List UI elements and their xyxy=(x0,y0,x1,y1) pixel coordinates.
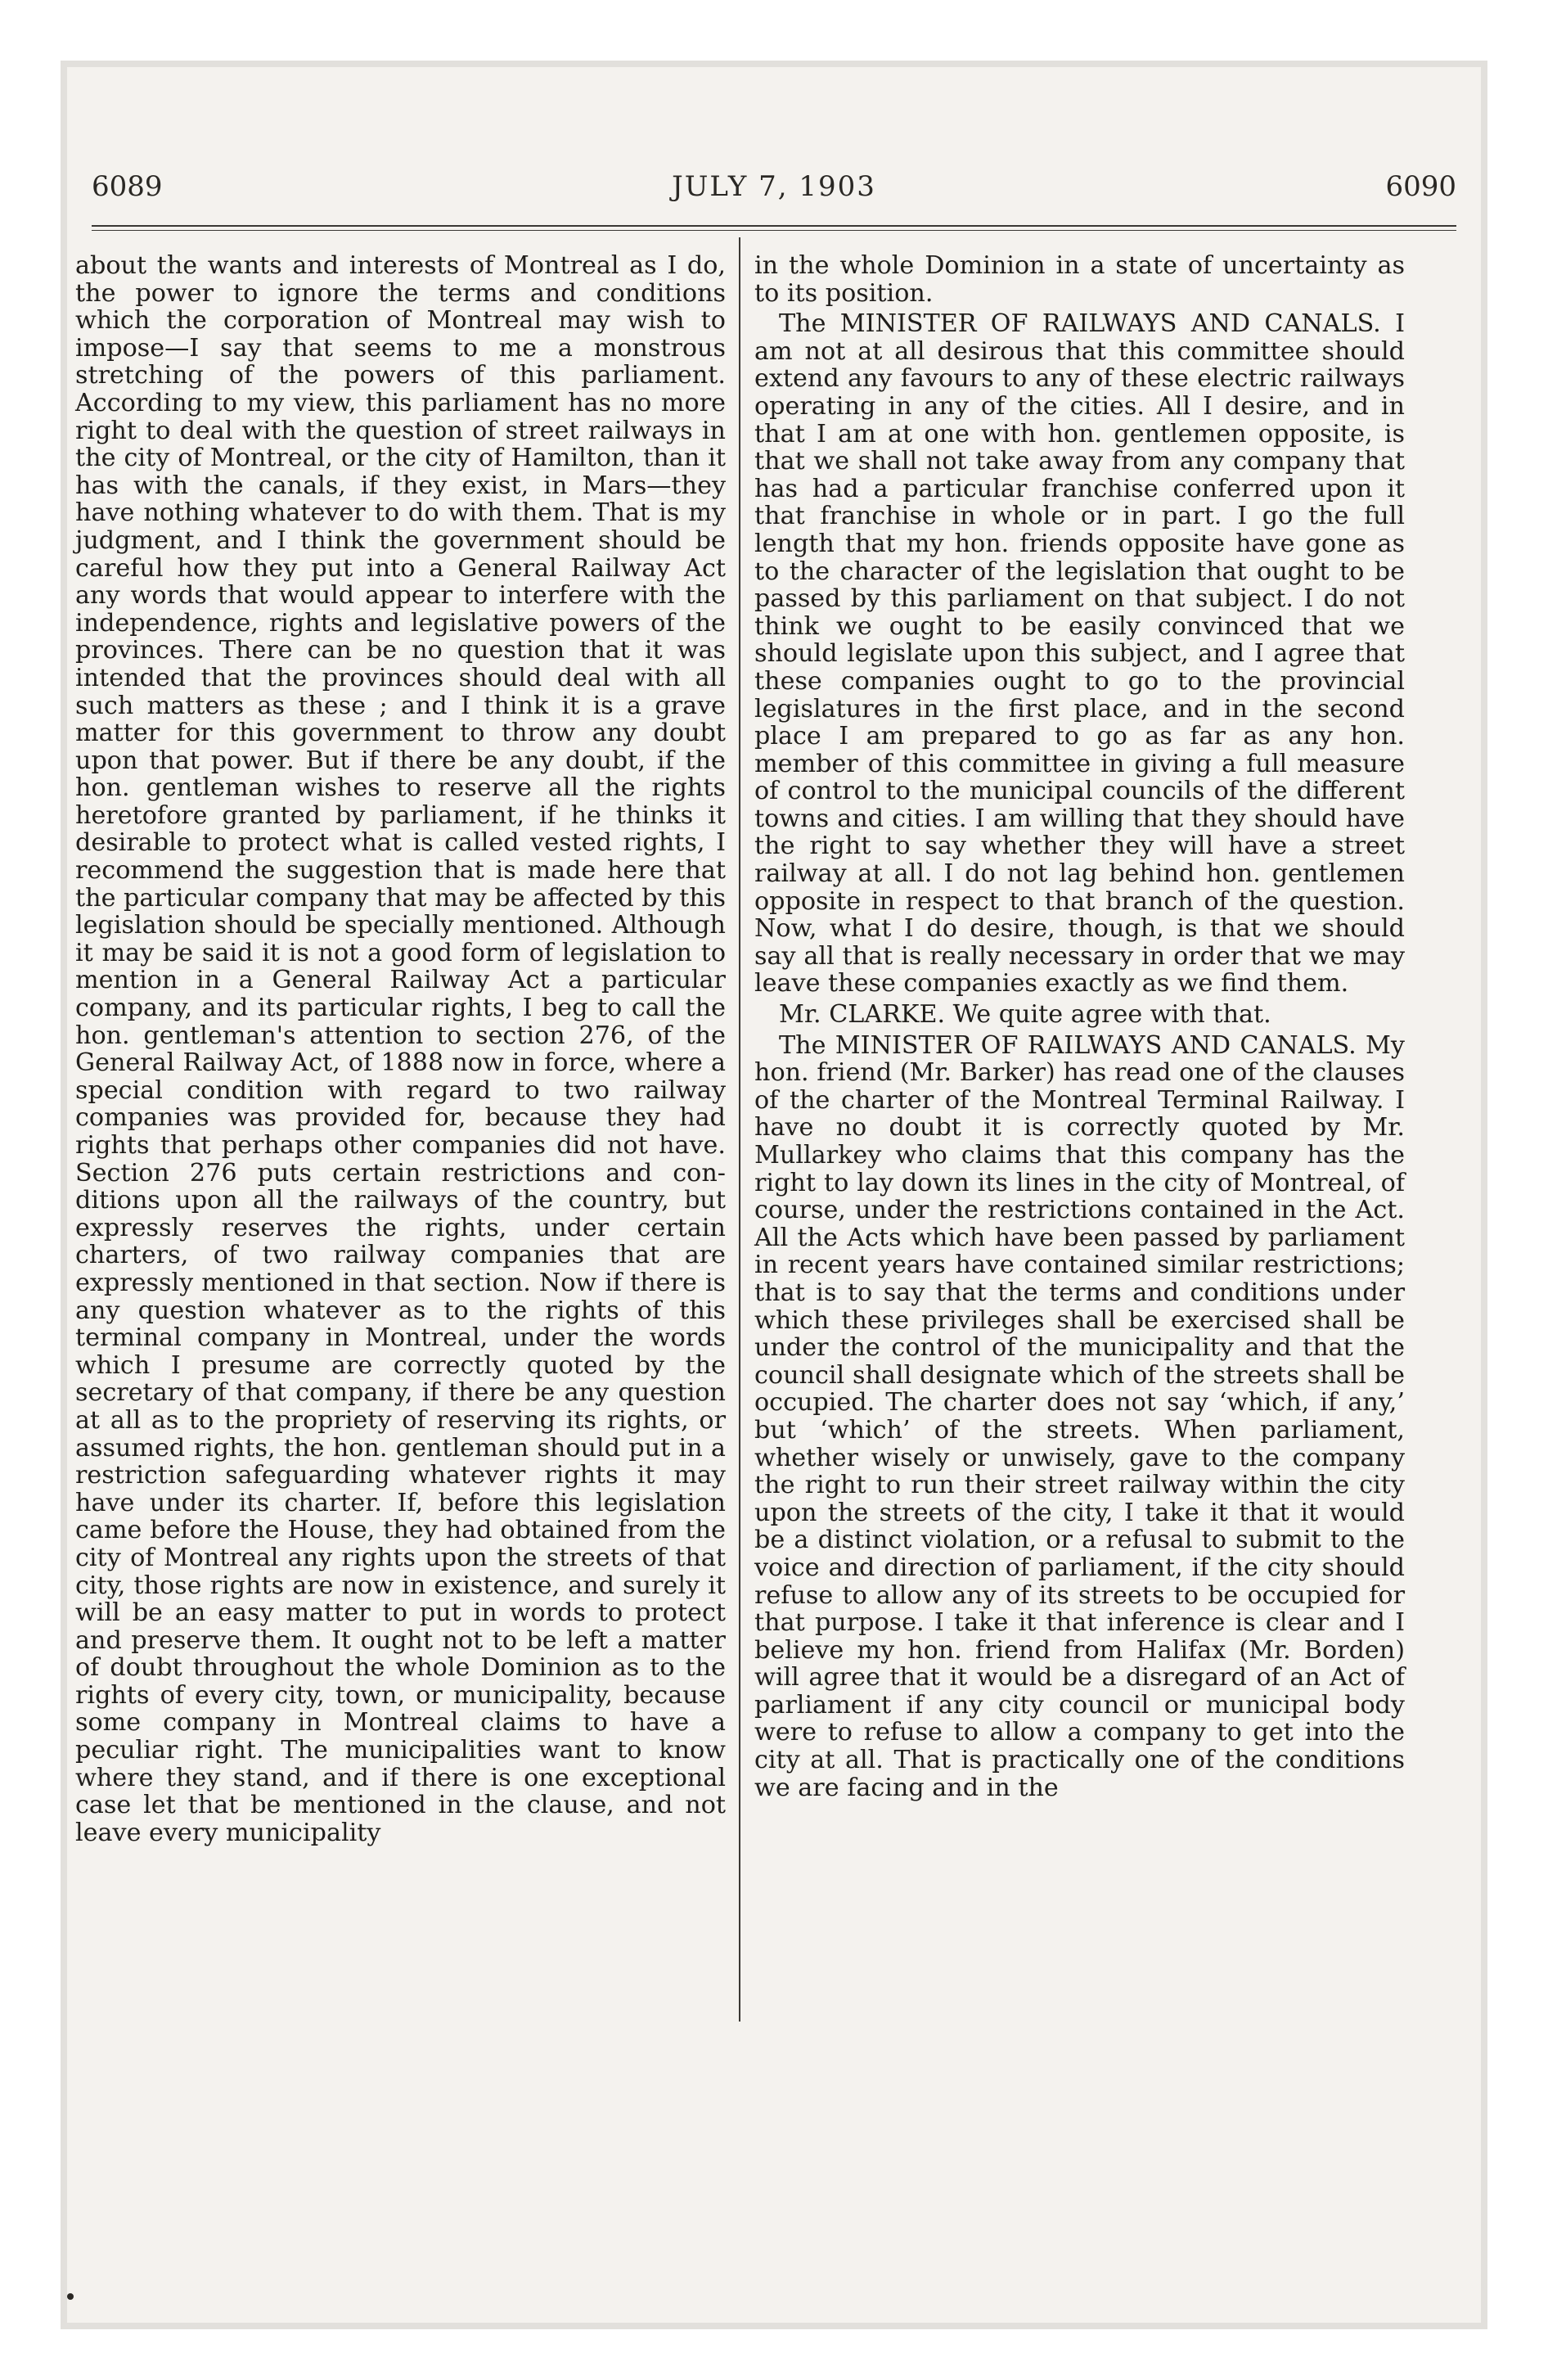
right-paragraph-1: in the whole Dominion in a state of uncertainty as to its position. xyxy=(754,251,1405,308)
left-column xyxy=(75,252,726,1846)
page-header xyxy=(92,170,1456,213)
left-page-number: 6089 xyxy=(92,170,163,203)
right-page-number: 6090 xyxy=(1385,170,1456,203)
scanned-page-border xyxy=(61,61,1487,2329)
page-date-title: JULY 7, 1903 xyxy=(672,170,876,203)
ink-spot xyxy=(67,2293,74,2300)
header-rule-thick xyxy=(92,225,1456,227)
right-paragraph-3: Mr. CLARKE. We quite agree with that. xyxy=(779,1000,1271,1030)
column-divider xyxy=(739,237,740,2022)
right-column xyxy=(754,252,1405,1801)
right-paragraph-2: The MINISTER OF RAILWAYS AND CANALS. I am not at all desirous that this committee should extend any favours to any of these electric railways operating in any of the cities. All I desire, and in that I am at one with hon. gentlemen opposite, is that we shall not take away from any company that has had a particular franchise conferred upon it that franchise in whole or in part. I go the full length that my hon. friends opposite have gone as to the character of the legislation that ought to be passed by this parliament on that subject. I do not think we ought to be easily convinced that we should legislate upon this subject, and I agree that these companies ought to go to the provincial legislatures in the first place, and in the second place I am prepared to go as far as any hon. member of this committee in giving a full measure of control to the municipal councils of the different towns and cities. I am willing that they should have the right to say whether they will have a street railway at all. I do not lag behind hon. gentlemen opposite in respect to that branch of the question. Now, what I do desire, though, is that we should say all that is really necessary in order that we may leave these companies exactly as we find them. xyxy=(754,309,1405,998)
right-paragraph-4: The MINISTER OF RAILWAYS AND CANALS. My hon. friend (Mr. Barker) has read one of the clauses of the charter of the Montreal Terminal Railway. I have no doubt it is correctly quoted by Mr. Mullarkey who claims that this company has the right to lay down its lines in the city of Montreal, of course, under the restrictions contained in the Act. All the Acts which have been passed by parliament in recent years have contained similar restrictions; that is to say that the terms and conditions under which these privileges shall be exercised shall be under the control of the municipality and that the council shall designate which of the streets shall be occupied. The charter does not say ‘which, if any,’ but ‘which’ of the streets. When parliament, whether wisely or unwisely, gave to the company the right to run their street railway within the city upon the streets of the city, I take it that it would be a distinct violation, or a refusal to submit to the voice and direction of parliament, if the city should refuse to allow any of its streets to be occupied for that purpose. I take it that inference is clear and I believe my hon. friend from Halifax (Mr. Borden) will agree that it would be a disregard of an Act of parliament if any city council or municipal body were to refuse to allow a company to get into the city at all. That is practically one of the conditions we are facing and in the xyxy=(754,1030,1405,1802)
header-rule-thin xyxy=(92,230,1456,231)
left-paragraph: about the wants and interests of Montreal as I do, the power to ignore the terms and conditions which the corporation of Montreal may wish to impose—I say that seems to me a monstrous stretching of the powers of this parliament. According to my view, this parliament has no more right to deal with the question of street railways in the city of Montreal, or the city of Hamilton, than it has with the canals, if they exist, in Mars—they have nothing whatever to do with them. That is my judgment, and I think the government should be careful how they put into a General Railway Act any words that would appear to interfere with the independence, rights and legislative powers of the provinces. There can be no question that it was intended that the provinces should deal with all such matters as these ; and I think it is a grave matter for this government to throw any doubt upon that power. But if there be any doubt, if the hon. gentleman wishes to reserve all the rights heretofore granted by parliament, if he thinks it desirable to protect what is called vested rights, I recommend the suggestion that is made here that the particular company that may be affected by this legislation should be specially mentioned. Although it may be said it is not a good form of legislation to mention in a General Railway Act a particular company, and its particular rights, I beg to call the hon. gentleman's attention to section 276, of the General Railway Act, of 1888 now in force, where a special condition with regard to two railway companies was provided for, because they had rights that perhaps other companies did not have. Section 276 puts certain restrictions and conditions upon all the railways of the country, but expressly reserves the rights, under certain charters, of two railway companies that are expressly mentioned in that section. Now if there is any question whatever as to the rights of this terminal company in Montreal, under the words which I presume are correctly quoted by the secretary of that company, if there be any question at all as to the propriety of reserving its rights, or assumed rights, the hon. gentleman should put in a restriction safeguarding whatever rights it may have under its charter. If, before this legislation came before the House, they had obtained from the city of Montreal any rights upon the streets of that city, those rights are now in existence, and surely it will be an easy matter to put in words to protect and preserve them. It ought not to be left a matter of doubt throughout the whole Dominion as to the rights of every city, town, or municipality, because some company in Montreal claims to have a peculiar right. The municipalities want to know where they stand, and if there is one exceptional case let that be mentioned in the clause, and not leave every municipality xyxy=(75,251,726,1847)
document-page xyxy=(67,67,1481,2323)
